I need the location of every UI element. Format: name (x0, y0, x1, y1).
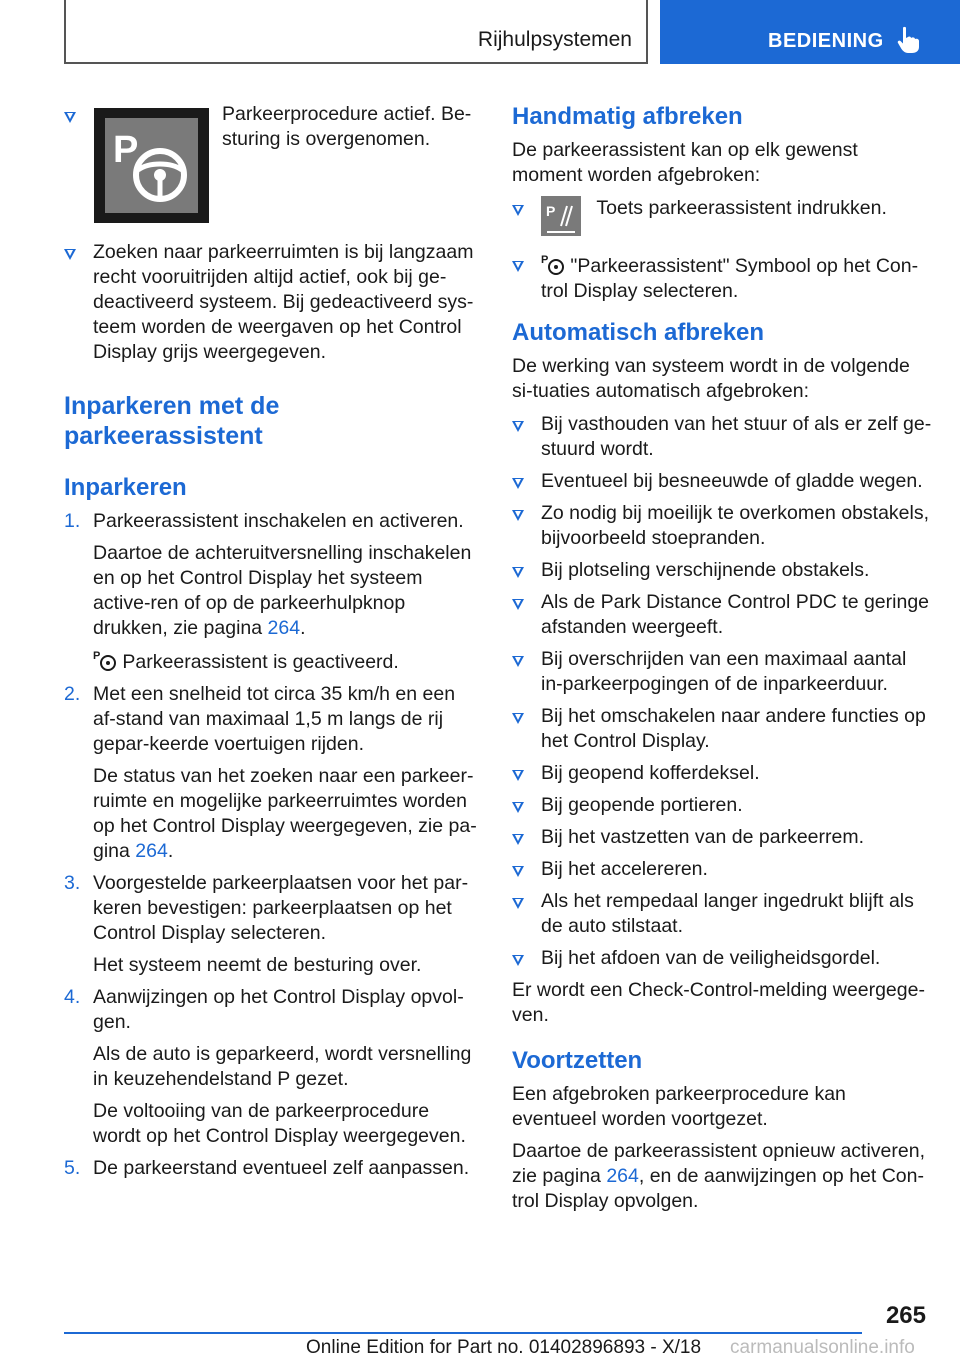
pointing-hand-icon (896, 26, 922, 54)
parking-steering-icon (105, 118, 198, 213)
parking-assistant-icon (541, 252, 565, 276)
page-number: 265 (885, 1302, 926, 1329)
auto-item: Bij geopende portieren. (512, 793, 932, 818)
step-3-detail: Het systeem neemt de besturing over. (93, 954, 422, 976)
page-link-264[interactable]: 264 (606, 1165, 639, 1187)
bullet-triangle-icon (512, 713, 524, 724)
bullet-triangle-icon (512, 261, 524, 272)
step-4: 4. Aanwijzingen op het Control Display opvol-gen. Als de auto is geparkeerd, wordt versnelling in keuzehendelstand P gezet. De voltooiing van de parkeerprocedure wordt op het Control Display weergegeven. (64, 985, 479, 1149)
footer-edition: Online Edition for Part no. 01402896893 - X/18 (306, 1337, 702, 1358)
auto-intro: De werking van systeem wordt in de volgende si-tuaties automatisch afgebroken: (512, 355, 910, 402)
auto-item: Als de Park Distance Control PDC te geringe afstanden weergeeft. (512, 590, 932, 640)
manual-bullet-button: P Toets parkeerassistent indrukken. (512, 196, 932, 242)
bullet-triangle-icon (512, 898, 524, 909)
header-chapter-tab (660, 0, 960, 64)
step-1-detail: Daartoe de achteruitversnelling inschakelen en op het Control Display het systeem active-ren of op de parkeerhulpknop drukken, zie pagina 264. (93, 542, 472, 639)
bullet-triangle-icon (512, 866, 524, 877)
auto-cancel-list (512, 412, 932, 971)
step-4-detail: Als de auto is geparkeerd, wordt versnelling in keuzehendelstand P gezet. (93, 1043, 472, 1090)
page-link-264[interactable]: 264 (267, 617, 301, 639)
heading-main: Inparkeren met de parkeerassistent (64, 392, 280, 450)
auto-item: Bij het afdoen van de veiligheidsgordel. (512, 946, 932, 971)
step-1-status: P Parkeerassistent is geactiveerd. (93, 650, 399, 673)
bullet-triangle-icon (512, 802, 524, 813)
header-section-label: Rijhulpsystemen (477, 28, 632, 51)
bullet-search-info: Zoeken naar parkeerruimten is bij langzaam recht vooruitrijden altijd actief, ook bij ge-deactiveerd systeem. Bij gedeactiveerd sys-teem worden de weergaven op het Control Display grijs weergegeven. (64, 240, 479, 365)
bullet-triangle-icon (512, 205, 524, 216)
auto-item: Bij plotseling verschijnende obstakels. (512, 558, 932, 583)
auto-item: Bij het omschakelen naar andere functies op het Control Display. (512, 704, 932, 754)
resume-p2: Daartoe de parkeerassistent opnieuw activeren, zie pagina 264, en de aanwijzingen op het Con-trol Display opvolgen. (512, 1140, 925, 1212)
bullet-triangle-icon (512, 656, 524, 667)
auto-item: Eventueel bij besneeuwde of gladde wegen. (512, 469, 932, 494)
page-link-264[interactable]: 264 (135, 840, 168, 862)
svg-text:P: P (113, 129, 139, 171)
step-4-completion: De voltooiing van de parkeerprocedure wordt op het Control Display weergegeven. (93, 1100, 466, 1147)
manual-intro: De parkeerassistent kan op elk gewenst moment worden afgebroken: (512, 139, 858, 186)
right-column (512, 102, 932, 1214)
auto-item: Als het rempedaal langer ingedrukt blijft als de auto stilstaat. (512, 889, 932, 939)
step-1: 1. Parkeerassistent inschakelen en activeren. Daartoe de achteruitversnelling inschakelen en op het Control Display het systeem active-ren of op de parkeerhulpknop drukken, zie pagina 264. P Parkeerassistent is geactiveerd. (64, 509, 479, 675)
heading-inparkeren: Inparkeren (64, 474, 187, 501)
parking-steering-indicator (94, 108, 209, 223)
resume-p1: Een afgebroken parkeerprocedure kan eventueel worden voortgezet. (512, 1083, 846, 1130)
step-5: 5. De parkeerstand eventueel zelf aanpassen. (64, 1157, 470, 1179)
bullet-triangle-icon (512, 567, 524, 578)
bullet-triangle-icon (512, 478, 524, 489)
parking-assistant-button-icon (541, 196, 581, 236)
bullet-triangle-icon (512, 510, 524, 521)
bullet-triangle-icon (64, 112, 76, 123)
left-bullet-list (64, 240, 479, 365)
footer-watermark: carmanualsonline.info (730, 1337, 915, 1358)
bullet-parking-active (64, 102, 479, 240)
bullet-triangle-icon (512, 770, 524, 781)
bullet-triangle-icon (512, 599, 524, 610)
bullet-triangle-icon (64, 249, 76, 260)
auto-item: Bij het accelereren. (512, 857, 932, 882)
bullet-parking-active-text: Parkeerprocedure actief. Be- sturing is overgenomen. (222, 103, 472, 150)
header-section-tab (64, 0, 648, 64)
parking-assistant-icon (93, 648, 117, 672)
heading-resume: Voortzetten (512, 1047, 643, 1074)
step-2: 2. Met een snelheid tot circa 35 km/h en een af-stand van maximaal 1,5 m langs de rij gepar-keerde voertuigen rijden. De status van het zoeken naar een parkeer-ruimte en mogelijke parkeerruimtes worden op het Control Display weergegeven, zie pa-gina 264. (64, 682, 479, 864)
left-column (64, 102, 479, 1188)
bullet-triangle-icon (512, 955, 524, 966)
auto-item: Bij geopend kofferdeksel. (512, 761, 932, 786)
auto-item: Bij overschrijden van een maximaal aantal in-parkeerpogingen of de inparkeerduur. (512, 647, 932, 697)
svg-text:P: P (546, 203, 556, 219)
footer-divider (64, 1332, 862, 1334)
heading-manual-cancel: Handmatig afbreken (512, 103, 743, 130)
header-chapter-label: BEDIENING (768, 30, 884, 52)
auto-item: Bij vasthouden van het stuur of als er zelf ge-stuurd wordt. (512, 412, 932, 462)
steps-list (64, 509, 479, 1181)
manual-bullet-symbol: P "Parkeerassistent" Symbool op het Con-trol Display selecteren. (512, 252, 932, 304)
svg-text:P: P (541, 254, 549, 266)
manual-cancel-list (512, 196, 932, 304)
step-3: 3. Voorgestelde parkeerplaatsen voor het par-keren bevestigen: parkeerplaatsen op het Control Display selecteren. Het systeem neemt de besturing over. (64, 871, 479, 978)
heading-auto-cancel: Automatisch afbreken (512, 319, 765, 346)
bullet-triangle-icon (512, 834, 524, 845)
step-2-detail: De status van het zoeken naar een parkeer-ruimte en mogelijke parkeerruimtes worden op het Control Display weergegeven, zie pa-gina 264. (93, 765, 477, 862)
auto-item: Bij het vastzetten van de parkeerrem. (512, 825, 932, 850)
svg-text:P: P (93, 650, 101, 662)
auto-outro: Er wordt een Check-Control-melding weergege-ven. (512, 979, 925, 1026)
auto-item: Zo nodig bij moeilijk te overkomen obstakels, bijvoorbeeld stoepranden. (512, 501, 932, 551)
bullet-triangle-icon (512, 421, 524, 432)
